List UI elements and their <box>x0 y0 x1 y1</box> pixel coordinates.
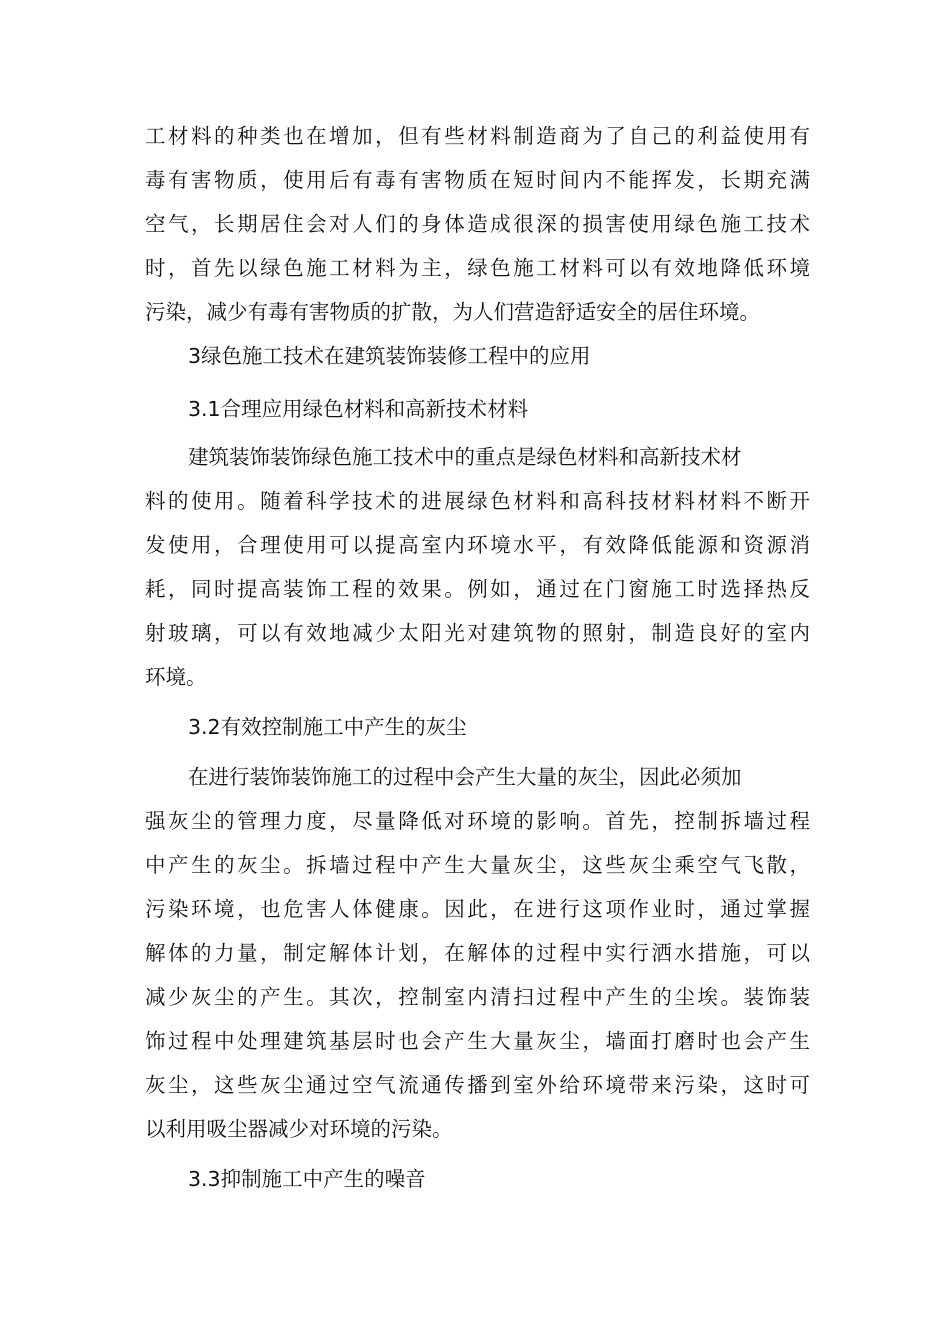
paragraph-line: 饰过程中处理建筑基层时也会产生大量灰尘，墙面打磨时也会产生 <box>145 1029 810 1053</box>
subsection-heading: 3.3抑制施工中产生的噪音 <box>188 1167 426 1191</box>
paragraph-line: 污染环境，也危害人体健康。因此，在进行这项作业时，通过掌握 <box>145 897 810 921</box>
paragraph-line: 解体的力量，制定解体计划，在解体的过程中实行洒水措施，可以 <box>145 941 810 965</box>
paragraph-line: 射玻璃，可以有效地减少太阳光对建筑物的照射，制造良好的室内 <box>145 621 810 645</box>
paragraph-line: 料的使用。随着科学技术的进展绿色材料和高科技材料材料不断开 <box>145 489 810 513</box>
section-heading: 3绿色施工技术在建筑装饰装修工程中的应用 <box>188 344 591 368</box>
paragraph-line: 中产生的灰尘。拆墙过程中产生大量灰尘，这些灰尘乘空气飞散， <box>145 853 810 877</box>
paragraph-line: 耗，同时提高装饰工程的效果。例如，通过在门窗施工时选择热反 <box>145 577 810 601</box>
paragraph-line: 空气，长期居住会对人们的身体造成很深的损害使用绿色施工技术 <box>145 212 810 236</box>
paragraph-line: 以利用吸尘器减少对环境的污染。 <box>145 1117 453 1141</box>
paragraph-line: 发使用，合理使用可以提高室内环境水平，有效降低能源和资源消 <box>145 533 810 557</box>
subsection-heading: 3.1合理应用绿色材料和高新技术材料 <box>188 397 529 421</box>
paragraph-line: 环境。 <box>145 665 207 689</box>
paragraph-line: 污染，减少有毒有害物质的扩散，为人们营造舒适安全的居住环境。 <box>145 300 760 324</box>
paragraph-line: 强灰尘的管理力度，尽量降低对环境的影响。首先，控制拆墙过程 <box>145 809 810 833</box>
subsection-heading: 3.2有效控制施工中产生的灰尘 <box>188 715 467 739</box>
paragraph-line: 建筑装饰装饰绿色施工技术中的重点是绿色材料和高新技术材 <box>188 445 742 469</box>
paragraph-line: 工材料的种类也在增加，但有些材料制造商为了自己的利益使用有 <box>145 124 810 148</box>
paragraph-line: 时，首先以绿色施工材料为主，绿色施工材料可以有效地降低环境 <box>145 256 810 280</box>
paragraph-line: 灰尘，这些灰尘通过空气流通传播到室外给环境带来污染，这时可 <box>145 1073 810 1097</box>
paragraph-line: 减少灰尘的产生。其次，控制室内清扫过程中产生的尘埃。装饰装 <box>145 985 810 1009</box>
paragraph-line: 在进行装饰装饰施工的过程中会产生大量的灰尘，因此必须加 <box>188 765 742 789</box>
paragraph-line: 毒有害物质，使用后有毒有害物质在短时间内不能挥发，长期充满 <box>145 168 810 192</box>
